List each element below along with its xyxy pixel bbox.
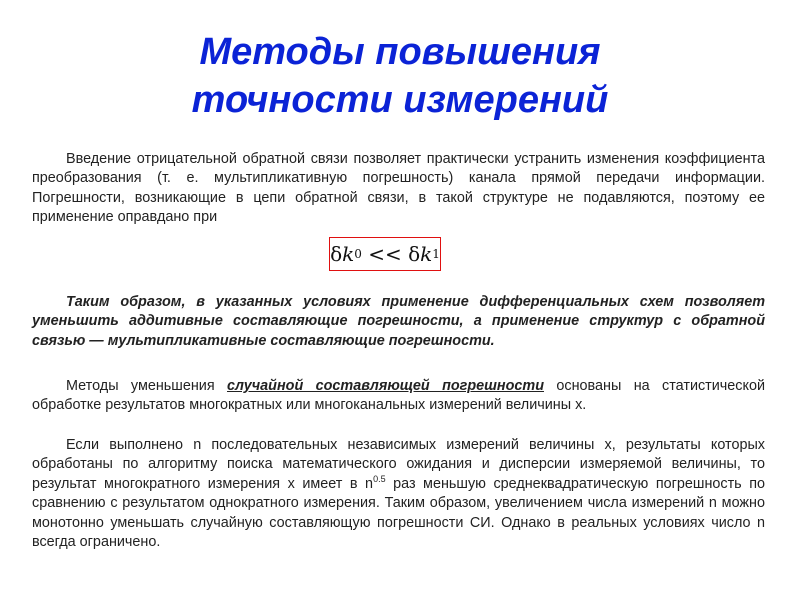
formula-subscript-1: 1 [432,247,440,261]
paragraph-repeated-measurements [32,436,765,552]
paragraph-random-error-after: основаны на статистической обработке результатов многократных или многоканальных измерений величины х. [32,378,765,414]
paragraph-repeated-before: Если выполнено n последовательных независимых измерений величины х, результаты которых обработаны по алгоритму поиска математического ожидания и дисперсии измеряемой величины, то результат многократного измерения х имеет в n [32,437,765,492]
title-line-1: Методы повышения [199,31,601,73]
formula-subscript-0: 0 [354,247,362,261]
page-title [0,28,800,124]
formula-k-1: k [342,242,355,266]
paragraph-repeated-sup: 0.5 [373,474,386,485]
formula-delta-2: δ [408,242,421,266]
paragraph-conclusion: Таким образом, в указанных условиях применение дифференциальных схем позволяет уменьшить аддитивные составляющие погрешности, а применение структур с обратной связью — мультипликативные составляющие погрешности. [32,294,765,349]
formula-k-2: k [420,242,433,266]
paragraph-feedback: Введение отрицательной обратной связи позволяет практически устранить изменения коэффициента преобразования (т. е. мультипликативную погрешность) канала прямой передачи информации. Погрешности, возникающие в цепи обратной связи, в такой структуре не подавляются, поэтому ее применение оправдано при [32,151,765,226]
paragraph-repeated-after: раз меньшую среднеквадратическую погрешность по сравнению с результатом однократного измерения. Таким образом, увеличением числа измерений n можно монотонно уменьшать случайную составляющую погрешности СИ. Однако в реальных условиях число n всегда ограничено. [32,475,765,551]
formula-operator: << [361,242,409,266]
formula-delta-1: δ [330,242,343,266]
title-line-2: точности измерений [191,79,609,121]
formula-box [329,237,441,271]
paragraph-random-error-emphasis: случайной составляющей погрешности [227,378,544,394]
paragraph-random-error [32,377,765,416]
paragraph-random-error-before: Методы уменьшения [66,378,228,394]
